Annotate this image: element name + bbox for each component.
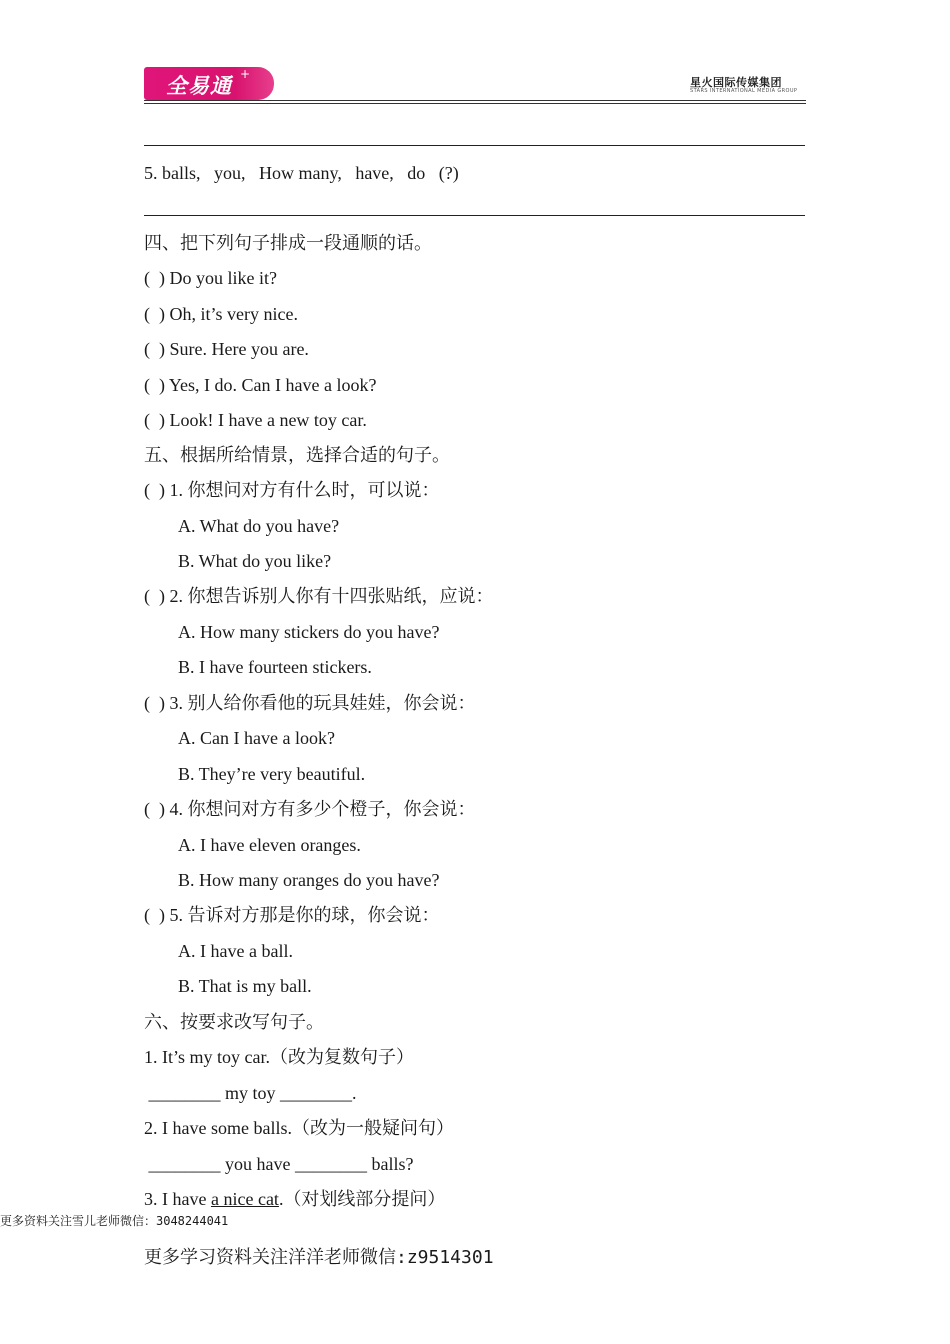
option-b: B. I have fourteen stickers. [178, 657, 372, 677]
question-stem: ( ) 1. 你想问对方有什么时，可以说： [144, 480, 440, 500]
rewrite-answer-1: ________ my toy ________. [144, 1083, 357, 1103]
section-4-item: ( ) Sure. Here you are. [144, 339, 309, 359]
option-b: B. That is my ball. [178, 976, 312, 996]
section-4-title: 四、把下列句子排成一段通顺的话。 [144, 233, 432, 253]
option-a: A. How many stickers do you have? [178, 622, 440, 642]
section-4-item: ( ) Do you like it? [144, 268, 277, 288]
underlined-phrase: a nice cat [210, 1189, 279, 1209]
question-stem: ( ) 5. 告诉对方那是你的球，你会说： [144, 905, 440, 925]
footer-note-1: 更多资料关注雪儿老师微信：3048244041 [0, 1214, 229, 1228]
rewrite-question-2: 2. I have some balls.（改为一般疑问句） [144, 1118, 454, 1138]
footer-note-2: 更多学习资料关注洋洋老师微信:z9514301 [144, 1247, 494, 1268]
section-4-item: ( ) Look! I have a new toy car. [144, 410, 367, 430]
logo-star-icon: + [240, 67, 251, 81]
section-4-item: ( ) Yes, I do. Can I have a look? [144, 375, 377, 395]
answer-line [144, 215, 805, 216]
answer-line [144, 145, 805, 146]
option-a: A. I have a ball. [178, 941, 293, 961]
rewrite-answer-2: ________ you have ________ balls? [144, 1154, 414, 1174]
option-a: A. What do you have? [178, 516, 340, 536]
rewrite-question-3-prefix: 3. I have [144, 1189, 211, 1209]
option-a: A. I have eleven oranges. [178, 835, 361, 855]
rewrite-question-3 [144, 1188, 445, 1210]
logo-text: 全易通 [166, 74, 232, 98]
brand-logo [144, 67, 274, 100]
question-stem: ( ) 3. 别人给你看他的玩具娃娃，你会说： [144, 693, 476, 713]
header-divider-secondary [144, 103, 806, 104]
option-b: B. What do you like? [178, 551, 332, 571]
rewrite-question-3-suffix: .（对划线部分提问） [278, 1189, 446, 1209]
option-a: A. Can I have a look? [178, 728, 335, 748]
question-stem: ( ) 2. 你想告诉别人你有十四张贴纸，应说： [144, 586, 494, 606]
section-5-title: 五、根据所给情景，选择合适的句子。 [144, 445, 450, 465]
option-b: B. They’re very beautiful. [178, 764, 366, 784]
publisher-subtitle: STARS INTERNATIONAL MEDIA GROUP [690, 88, 798, 94]
section-6-title: 六、按要求改写句子。 [144, 1012, 324, 1032]
rewrite-question-1: 1. It’s my toy car.（改为复数句子） [144, 1047, 414, 1067]
question-5: 5. balls, you, How many, have, do (?) [144, 163, 459, 183]
header-divider [144, 100, 806, 101]
publisher-name: 星火国际传媒集团 [690, 76, 782, 89]
section-4-item: ( ) Oh, it’s very nice. [144, 304, 298, 324]
option-b: B. How many oranges do you have? [178, 870, 440, 890]
question-stem: ( ) 4. 你想问对方有多少个橙子，你会说： [144, 799, 476, 819]
